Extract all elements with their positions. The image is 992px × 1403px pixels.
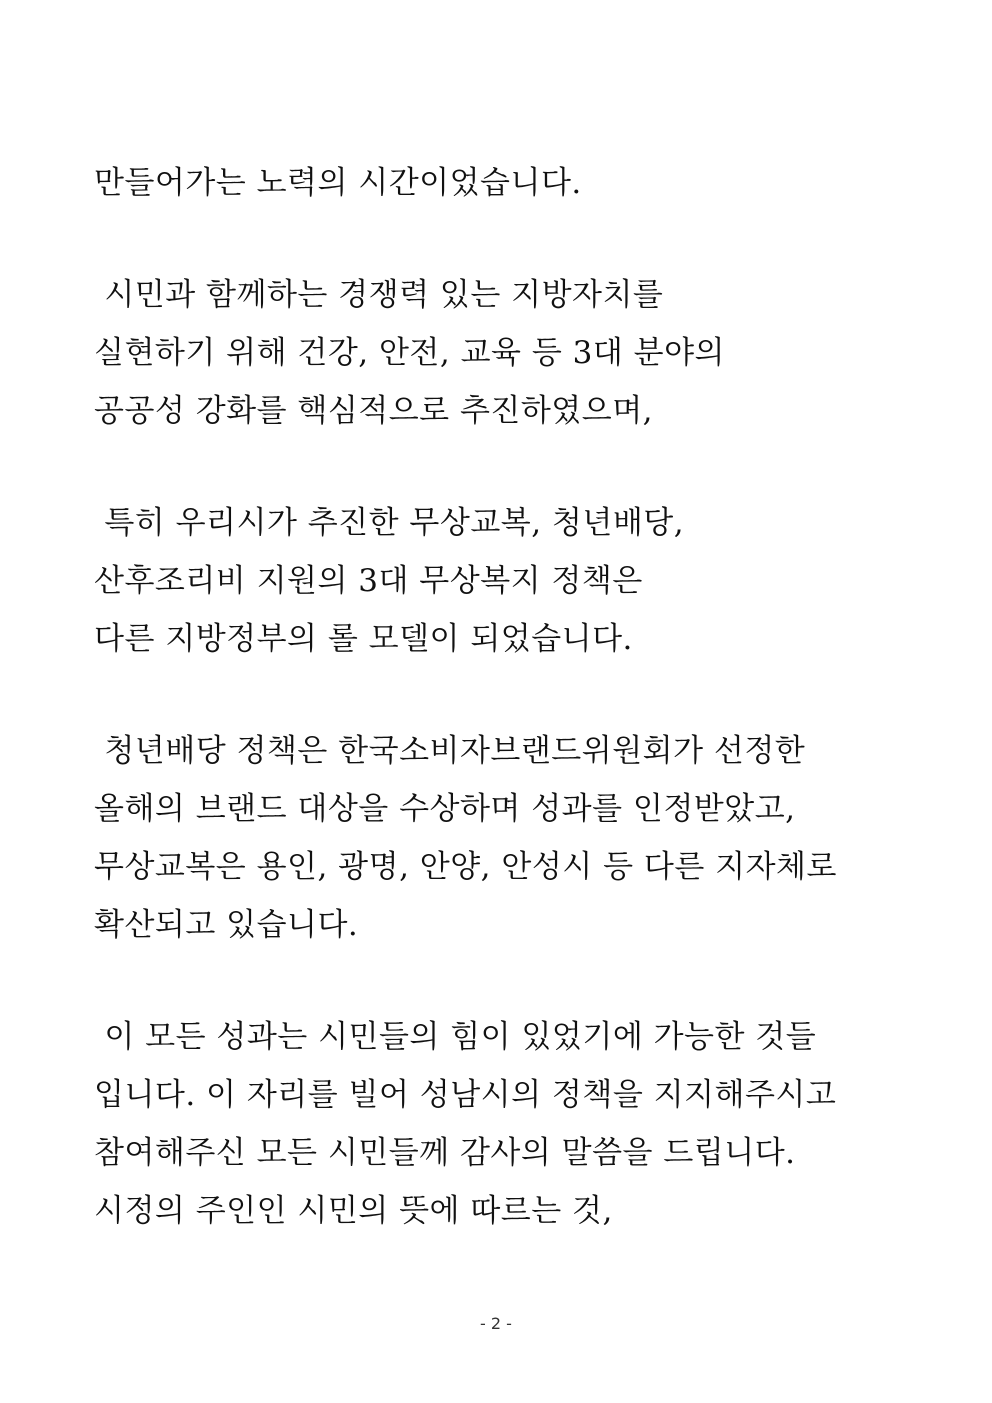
text-line: 실현하기 위해 건강, 안전, 교육 등 3대 분야의	[94, 335, 725, 371]
text-line: 이 모든 성과는 시민들의 힘이 있었기에 가능한 것들	[94, 1019, 817, 1055]
text-line: 특히 우리시가 추진한 무상교복, 청년배당,	[94, 505, 685, 541]
text-line: 만들어가는 노력의 시간이었습니다.	[94, 165, 582, 201]
text-line: 무상교복은 용인, 광명, 안양, 안성시 등 다른 지자체로	[94, 849, 837, 885]
text-line: 시민과 함께하는 경쟁력 있는 지방자치를	[94, 277, 664, 313]
text-line: 참여해주신 모든 시민들께 감사의 말씀을 드립니다.	[94, 1135, 796, 1171]
text-line: 공공성 강화를 핵심적으로 추진하였으며,	[94, 393, 653, 429]
text-line: 확산되고 있습니다.	[94, 907, 359, 943]
text-line: 올해의 브랜드 대상을 수상하며 성과를 인정받았고,	[94, 791, 796, 827]
page-number: - 2 -	[480, 1314, 512, 1333]
text-line: 다른 지방정부의 롤 모델이 되었습니다.	[94, 621, 633, 657]
text-line: 입니다. 이 자리를 빌어 성남시의 정책을 지지해주시고	[94, 1077, 837, 1113]
text-line: 시정의 주인인 시민의 뜻에 따르는 것,	[94, 1193, 613, 1229]
text-line: 산후조리비 지원의 3대 무상복지 정책은	[94, 563, 643, 599]
text-line: 청년배당 정책은 한국소비자브랜드위원회가 선정한	[94, 733, 806, 769]
